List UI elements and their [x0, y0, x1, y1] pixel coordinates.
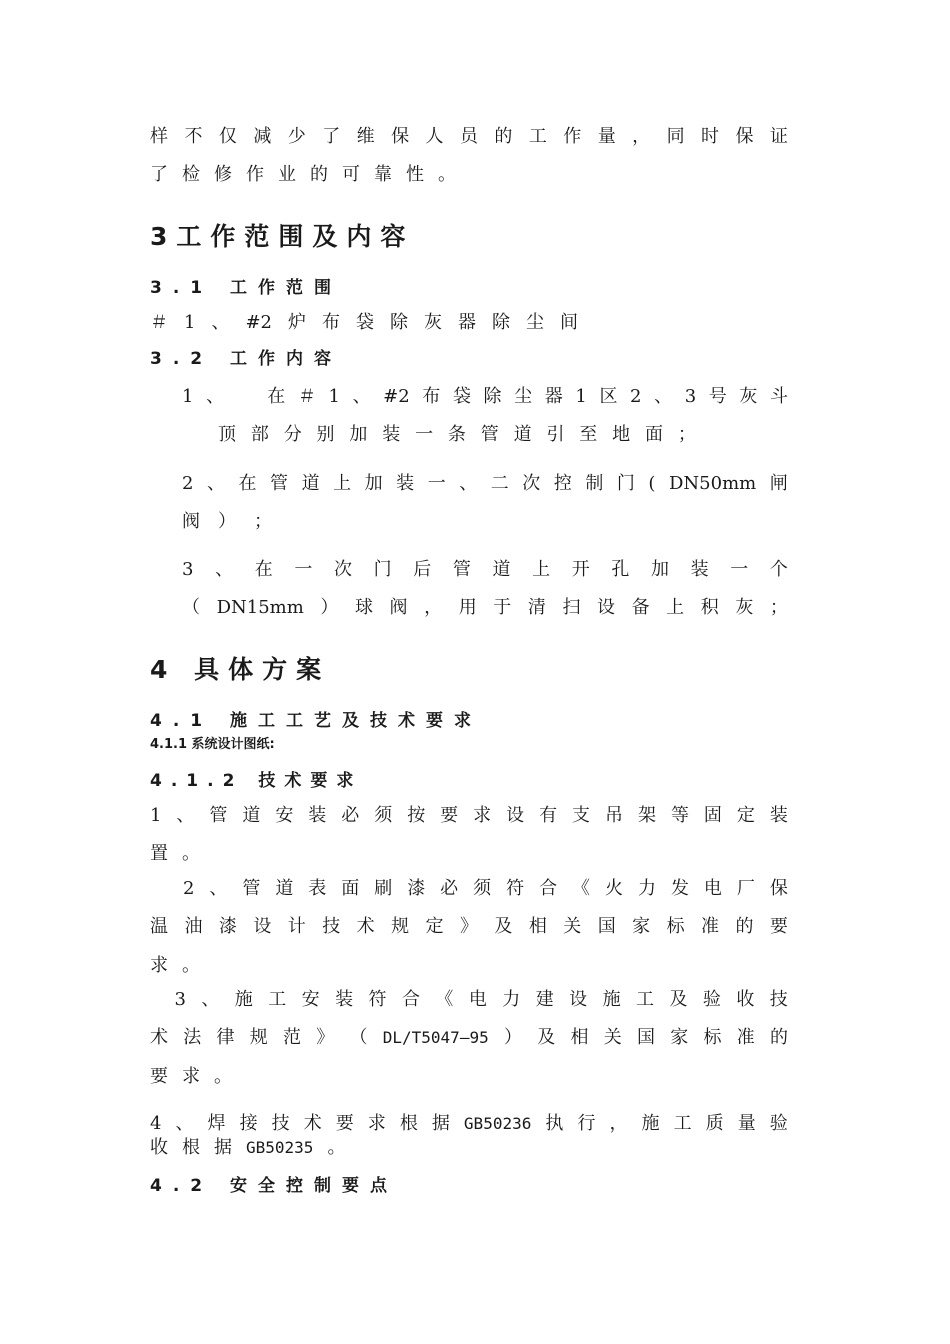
text-token: 收	[736, 989, 755, 1010]
text-token: 别	[316, 424, 335, 445]
text-token: 按	[407, 805, 426, 826]
text-token: 在	[254, 559, 273, 580]
text-token: 器	[544, 386, 563, 407]
text-token: 至	[579, 424, 598, 445]
text-token: 3	[684, 386, 697, 407]
text-token: 在	[267, 386, 286, 407]
spacer	[237, 386, 255, 408]
text-token: 电	[468, 989, 487, 1010]
text-token: 一	[730, 559, 749, 580]
text-token: 相	[570, 1027, 589, 1048]
text-token: 袋	[452, 386, 471, 407]
text-token: 了	[150, 164, 168, 185]
text-token: 技	[769, 989, 788, 1010]
text-token: 《	[572, 878, 591, 899]
text-token: 固	[703, 805, 722, 826]
text-token: 验	[769, 1113, 788, 1134]
text-token: 、	[206, 386, 225, 407]
work-item-3-line-2	[182, 597, 788, 619]
text-token: 部	[250, 424, 269, 445]
text-token: 清	[527, 597, 546, 618]
section-4-2-heading: 4.2 安全控制要点	[150, 1176, 399, 1196]
text-token: 吊	[605, 805, 624, 826]
req-4-line-2	[150, 1137, 788, 1159]
section-3-1-heading: 3.1 工作范围	[150, 278, 343, 298]
text-token: 要	[150, 1066, 168, 1087]
text-token: 术	[356, 916, 375, 937]
text-token: 分	[283, 424, 302, 445]
section-3-2-heading: 3.2 工作内容	[150, 349, 343, 369]
text-token: 次	[522, 473, 541, 494]
text-token: 2	[182, 878, 195, 899]
text-token: 技	[271, 1113, 290, 1134]
text-token: 、	[176, 805, 195, 826]
text-token: 温	[150, 916, 168, 937]
text-token: 求	[367, 1113, 386, 1134]
text-token: 员	[459, 126, 478, 147]
text-token: 准	[701, 916, 719, 937]
text-token: （	[349, 1027, 368, 1048]
text-token: 道	[301, 473, 320, 494]
text-token: 孔	[611, 559, 630, 580]
text-token: 样	[150, 126, 168, 147]
text-token: 布	[322, 312, 340, 333]
text-token: 扫	[562, 597, 581, 618]
text-token: 灰	[424, 312, 442, 333]
text-token: 个	[769, 559, 788, 580]
text-token: 及	[537, 1027, 556, 1048]
section-4-heading: 4 具体方案	[150, 655, 331, 684]
text-token: 须	[473, 878, 492, 899]
text-token: 上	[333, 473, 352, 494]
text-token: 设	[506, 805, 525, 826]
text-token: 人	[425, 126, 444, 147]
text-token: 加	[349, 424, 368, 445]
text-token: 4	[150, 1113, 162, 1134]
text-token: (	[648, 473, 656, 494]
text-token: 。	[214, 1066, 232, 1087]
text-token: 制	[585, 473, 604, 494]
text-token: 、	[175, 1113, 194, 1134]
text-token: 焊	[207, 1113, 226, 1134]
text-token: 厂	[736, 878, 755, 899]
text-token: 根	[399, 1113, 418, 1134]
text-token: 有	[539, 805, 558, 826]
text-token: 必	[440, 878, 459, 899]
text-token: #2	[245, 312, 272, 333]
text-token: 业	[278, 164, 296, 185]
text-token: 火	[605, 878, 624, 899]
text-token: 术	[303, 1113, 322, 1134]
text-token: 装	[308, 805, 327, 826]
text-token: 积	[700, 597, 719, 618]
text-token: #2	[383, 386, 410, 407]
text-token: 施	[234, 989, 253, 1010]
spacer	[150, 878, 168, 900]
text-token: 建	[535, 989, 554, 1010]
req-3-line-2	[150, 1027, 788, 1049]
text-token: 引	[546, 424, 565, 445]
text-token: 置	[150, 843, 168, 864]
text-token: 不	[184, 126, 203, 147]
section-4-1-1-heading: 4.1.1 系统设计图纸:	[150, 737, 275, 752]
text-token: 施	[602, 989, 621, 1010]
text-token: 安	[301, 989, 320, 1010]
text-token: 家	[670, 1027, 689, 1048]
text-token: ）	[218, 511, 236, 532]
text-token: 、	[215, 559, 234, 580]
text-token: 靠	[374, 164, 392, 185]
text-token: 漆	[218, 916, 237, 937]
text-token: 球	[354, 597, 373, 618]
text-token: 律	[216, 1027, 235, 1048]
text-token: 布	[422, 386, 441, 407]
text-token: 上	[532, 559, 551, 580]
text-token: 尘	[514, 386, 533, 407]
text-token: 管	[480, 424, 499, 445]
text-token: 斗	[770, 386, 788, 407]
text-token: 准	[736, 1027, 755, 1048]
text-token: 于	[493, 597, 512, 618]
text-token: 修	[214, 164, 232, 185]
text-token: 用	[458, 597, 477, 618]
text-token: 合	[401, 989, 420, 1010]
text-token: 阀	[389, 597, 408, 618]
req-1-line-1	[150, 805, 788, 827]
text-token: DN15mm	[216, 597, 304, 618]
text-token: 家	[632, 916, 651, 937]
text-token: 、	[206, 473, 225, 494]
text-token: 要	[440, 805, 459, 826]
text-token: 号	[708, 386, 727, 407]
text-token: ，	[424, 597, 443, 618]
text-token: 范	[283, 1027, 301, 1048]
text-token: 关	[603, 1027, 622, 1048]
text-token: 道	[275, 878, 294, 899]
work-item-3-line-1	[182, 559, 788, 581]
text-token: 量	[737, 1113, 756, 1134]
text-token: 保	[769, 878, 788, 899]
text-token: 必	[341, 805, 360, 826]
text-token: 合	[539, 878, 558, 899]
text-token: 要	[769, 916, 788, 937]
text-token: 力	[502, 989, 521, 1010]
text-token: 1	[150, 805, 162, 826]
text-token: ）	[503, 1027, 522, 1048]
text-token: 减	[253, 126, 272, 147]
text-token: 求	[150, 955, 168, 976]
text-token: 同	[666, 126, 685, 147]
req-2-line-2	[150, 916, 788, 938]
text-token: 管	[209, 805, 228, 826]
text-token: 器	[458, 312, 476, 333]
text-token: 的	[494, 126, 513, 147]
text-token: 1	[184, 312, 196, 333]
text-token: 量	[597, 126, 616, 147]
work-item-1-line-2	[218, 424, 696, 446]
text-token: 条	[447, 424, 466, 445]
text-token: 定	[425, 916, 444, 937]
text-token: 装	[769, 805, 788, 826]
spacer	[150, 989, 159, 1011]
text-token: 计	[287, 916, 306, 937]
text-token: 。	[182, 843, 200, 864]
req-2-line-3	[150, 955, 788, 977]
text-token: 、	[352, 386, 371, 407]
text-token: 保	[735, 126, 754, 147]
text-token: 2	[182, 473, 194, 494]
scope-text	[150, 312, 788, 334]
text-token: 证	[769, 126, 788, 147]
text-token: 装	[335, 989, 354, 1010]
text-token: 标	[666, 916, 685, 937]
text-token: 施	[641, 1113, 660, 1134]
text-token: 了	[322, 126, 341, 147]
text-token: 备	[631, 597, 650, 618]
work-item-2-line-1	[182, 473, 788, 495]
text-token: 面	[644, 424, 663, 445]
text-token: 作	[246, 164, 264, 185]
section-4-1-heading: 4.1 施工工艺及技术要求	[150, 711, 483, 731]
text-token: 、	[459, 473, 478, 494]
text-token: 相	[528, 916, 547, 937]
text-token: 维	[356, 126, 375, 147]
text-token: 漆	[407, 878, 426, 899]
text-token: 灰	[739, 386, 758, 407]
text-token: 规	[249, 1027, 268, 1048]
text-token: 一	[294, 559, 313, 580]
text-token: 次	[333, 559, 352, 580]
text-token: 的	[769, 1027, 788, 1048]
work-item-2-line-2	[182, 511, 788, 533]
text-token: 炉	[288, 312, 306, 333]
text-token: 工	[636, 989, 655, 1010]
text-token: 工	[673, 1113, 692, 1134]
text-token: 管	[242, 878, 261, 899]
text-token: 少	[287, 126, 306, 147]
text-token: 设	[597, 597, 616, 618]
req-3-line-1	[150, 989, 788, 1011]
text-token: （	[182, 597, 200, 618]
text-token: 道	[242, 805, 261, 826]
text-token: 3	[174, 989, 186, 1010]
text-token: 除	[492, 312, 510, 333]
text-token: 关	[563, 916, 582, 937]
text-token: 管	[452, 559, 471, 580]
text-token: ，	[609, 1113, 628, 1134]
text-token: 及	[669, 989, 688, 1010]
text-token: 接	[239, 1113, 258, 1134]
text-token: 尘	[526, 312, 544, 333]
text-token: 求	[473, 805, 492, 826]
text-token: 的	[310, 164, 328, 185]
text-token: 行	[577, 1113, 596, 1134]
text-token: 技	[322, 916, 341, 937]
text-token: 。	[327, 1137, 346, 1158]
req-3-line-3	[150, 1066, 788, 1088]
text-token: 间	[560, 312, 578, 333]
text-token: 3	[182, 559, 194, 580]
text-token: 在	[238, 473, 257, 494]
text-token: ，	[632, 126, 651, 147]
text-token: 除	[483, 386, 502, 407]
text-token: 验	[702, 989, 721, 1010]
text-token: 、	[201, 989, 220, 1010]
text-token: 时	[701, 126, 719, 147]
text-token: 发	[670, 878, 689, 899]
text-token: 规	[391, 916, 410, 937]
text-token: 要	[335, 1113, 354, 1134]
text-token: 1	[575, 386, 587, 407]
text-token: 装	[382, 424, 401, 445]
text-token: 求	[182, 1066, 200, 1087]
text-token: 加	[650, 559, 669, 580]
text-token: ；	[254, 511, 272, 532]
text-token: 油	[184, 916, 203, 937]
text-token: 术	[150, 1027, 168, 1048]
section-4-1-2-heading: 4.1.2 技术要求	[150, 771, 363, 791]
text-token: 闸	[769, 473, 788, 494]
text-token: 面	[341, 878, 360, 899]
text-token: 质	[705, 1113, 724, 1134]
text-token: 国	[636, 1027, 655, 1048]
text-token: 须	[374, 805, 393, 826]
text-token: 检	[182, 164, 200, 185]
text-token: 加	[364, 473, 383, 494]
text-token: 后	[413, 559, 432, 580]
req-4-line-1	[150, 1113, 788, 1135]
text-token: 等	[670, 805, 689, 826]
text-token: 可	[342, 164, 360, 185]
text-token: 的	[735, 916, 754, 937]
text-token: 执	[545, 1113, 564, 1134]
text-token: 工	[268, 989, 287, 1010]
text-token: 支	[572, 805, 591, 826]
text-token: 标	[703, 1027, 722, 1048]
text-token: DL/T5047—95	[382, 1028, 489, 1047]
text-token: 国	[597, 916, 616, 937]
text-token: 表	[308, 878, 327, 899]
text-token: GB50236	[463, 1114, 532, 1133]
text-token: 地	[612, 424, 631, 445]
text-token: 道	[513, 424, 532, 445]
text-token: 门	[616, 473, 635, 494]
text-token: 性	[406, 164, 424, 185]
text-token: 刷	[374, 878, 393, 899]
text-token: 1	[328, 386, 340, 407]
text-token: 电	[703, 878, 722, 899]
text-token: ）	[320, 597, 339, 618]
req-2-line-1	[150, 878, 788, 900]
text-token: 架	[637, 805, 656, 826]
text-token: 装	[690, 559, 709, 580]
text-token: 除	[390, 312, 408, 333]
text-token: 符	[368, 989, 387, 1010]
text-token: 阀	[182, 511, 200, 532]
text-token: 2	[630, 386, 642, 407]
text-token: 门	[373, 559, 392, 580]
text-token: 灰	[735, 597, 754, 618]
text-token: 。	[182, 955, 200, 976]
text-token: 》	[459, 916, 478, 937]
text-token: 作	[563, 126, 582, 147]
text-token: 装	[396, 473, 415, 494]
text-token: 管	[270, 473, 289, 494]
text-token: DN50mm	[668, 473, 757, 494]
text-token: 及	[494, 916, 513, 937]
text-token: 二	[490, 473, 509, 494]
text-token: 据	[214, 1137, 232, 1158]
text-token: 法	[183, 1027, 202, 1048]
text-token: 。	[438, 164, 456, 185]
paragraph-line	[150, 164, 788, 186]
text-token: ＃	[297, 386, 316, 407]
text-token: 、	[209, 878, 228, 899]
text-token: ；	[769, 597, 788, 618]
text-token: 开	[571, 559, 590, 580]
text-token: 设	[253, 916, 272, 937]
text-token: GB50235	[246, 1138, 314, 1157]
text-token: 一	[415, 424, 434, 445]
text-token: 一	[427, 473, 446, 494]
text-token: 袋	[356, 312, 374, 333]
text-token: 区	[599, 386, 618, 407]
text-token: 设	[569, 989, 588, 1010]
text-token: 控	[553, 473, 572, 494]
paragraph-line	[150, 126, 788, 148]
section-3-heading: 3工作范围及内容	[150, 222, 415, 251]
text-token: 定	[736, 805, 755, 826]
text-token: 顶	[218, 424, 236, 445]
text-token: 仅	[218, 126, 237, 147]
text-token: 据	[431, 1113, 450, 1134]
text-token: 道	[492, 559, 511, 580]
text-token: 上	[666, 597, 685, 618]
text-token: 1	[182, 386, 194, 407]
text-token: 力	[637, 878, 656, 899]
text-token: 根	[182, 1137, 200, 1158]
text-token: 《	[435, 989, 454, 1010]
text-token: 、	[654, 386, 673, 407]
text-token: 工	[528, 126, 547, 147]
text-token: 安	[275, 805, 294, 826]
work-item-1-line-1	[182, 386, 788, 408]
text-token: 》	[316, 1027, 335, 1048]
text-token: ；	[677, 424, 696, 445]
text-token: 收	[150, 1137, 168, 1158]
text-token: 符	[506, 878, 525, 899]
text-token: ＃	[150, 312, 168, 333]
req-1-line-2	[150, 843, 788, 865]
text-token: 、	[211, 312, 230, 333]
text-token: 保	[391, 126, 410, 147]
